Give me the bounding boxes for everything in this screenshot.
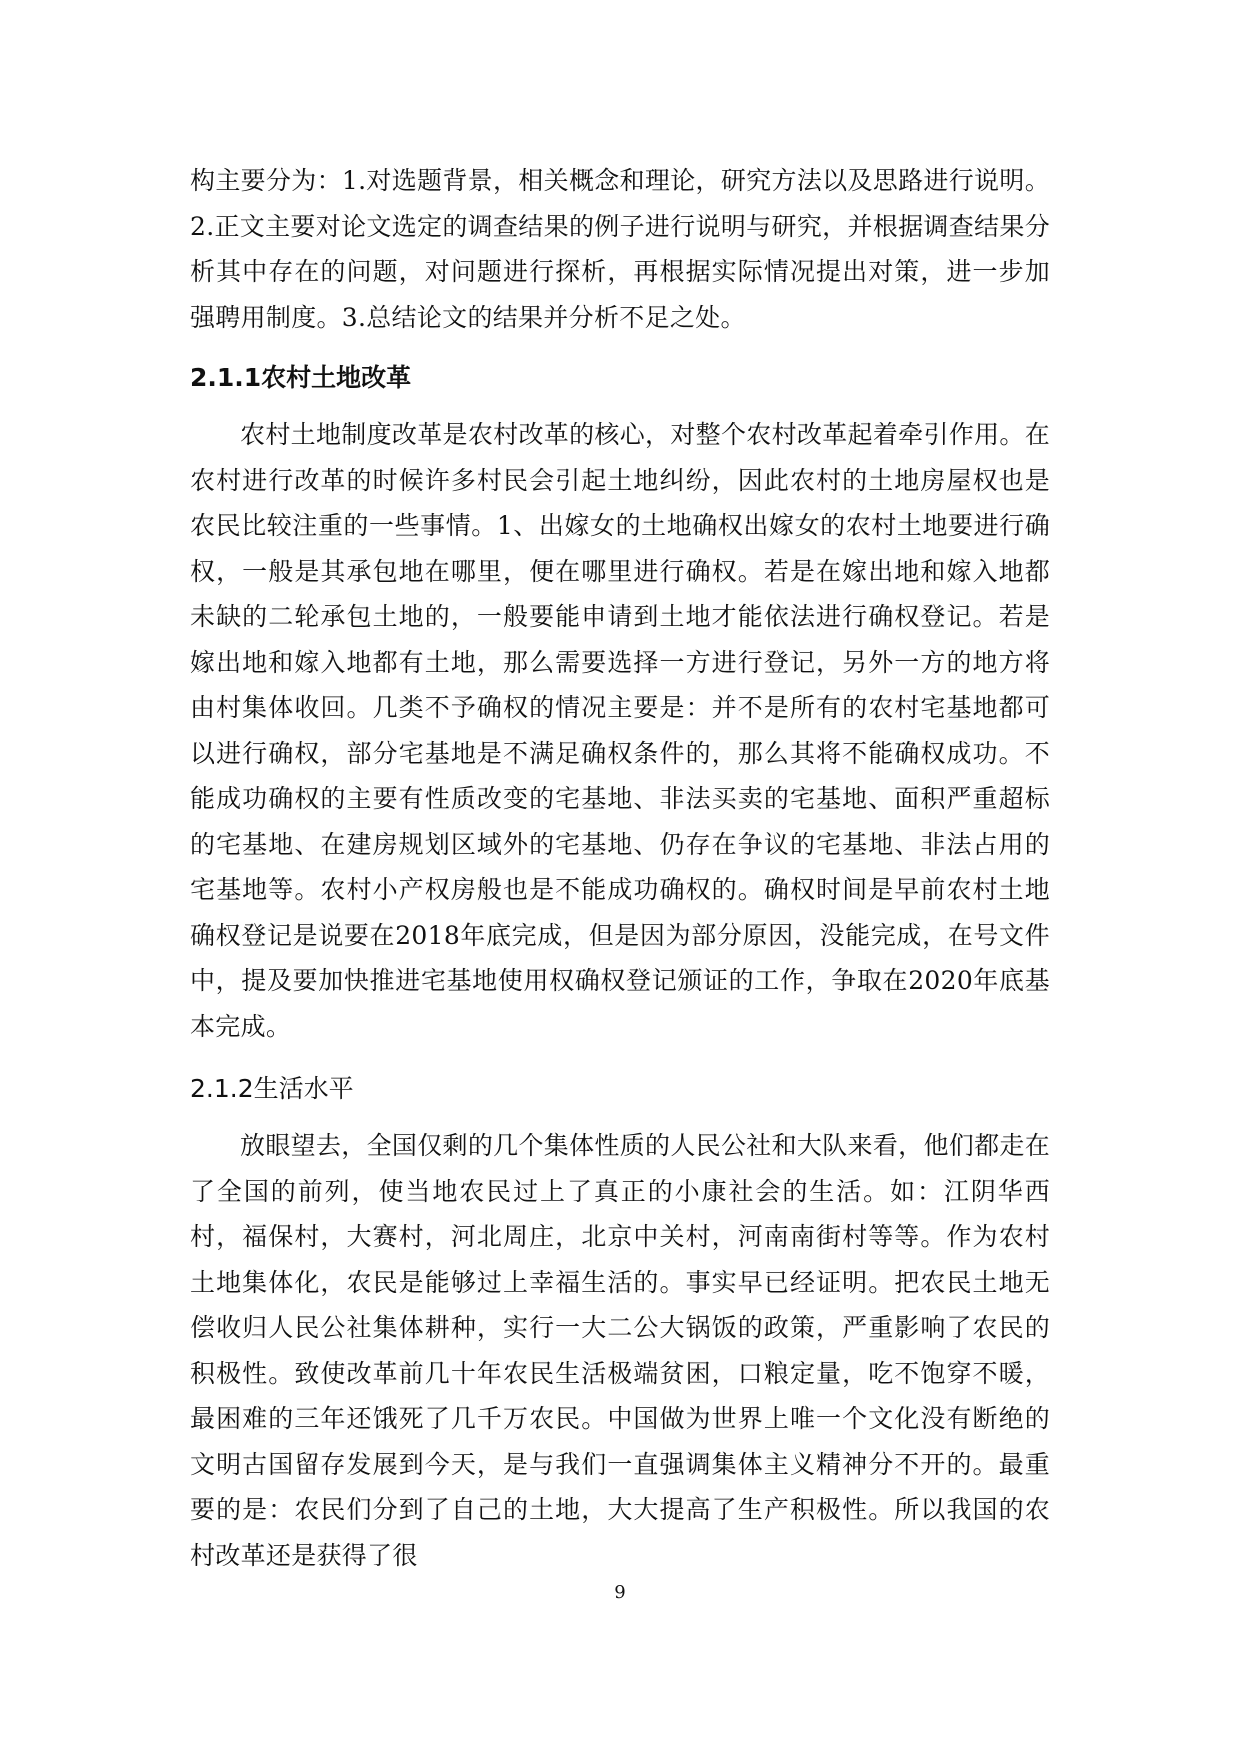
page-number: 9 [614, 1582, 626, 1603]
section-heading-rural-land-reform: 2.1.1农村土地改革 [190, 363, 412, 392]
section-heading-living-standard: 2.1.2生活水平 [190, 1074, 354, 1103]
body-paragraph-intro-continued: 构主要分为：1.对选题背景，相关概念和理论，研究方法以及思路进行说明。2.正文主要对论文选定的调查结果的例子进行说明与研究，并根据调查结果分析其中存在的问题，对问题进行探析，再根据实际情况提出对策，进一步加强聘用制度。3.总结论文的结果并分析不足之处。 [190, 166, 1050, 332]
page-body [190, 158, 1050, 1578]
body-paragraph-living-standard: 放眼望去，全国仅剩的几个集体性质的人民公社和大队来看，他们都走在了全国的前列，使当地农民过上了真正的小康社会的生活。如：江阴华西村，福保村，大赛村，河北周庄，北京中关村，河南南街村等等。作为农村土地集体化，农民是能够过上幸福生活的。事实早已经证明。把农民土地无偿收归人民公社集体耕种，实行一大二公大锅饭的政策，严重影响了农民的积极性。致使改革前几十年农民生活极端贫困，口粮定量，吃不饱穿不暖，最困难的三年还饿死了几千万农民。中国做为世界上唯一个文化没有断绝的文明古国留存发展到今天，是与我们一直强调集体主义精神分不开的。最重要的是：农民们分到了自己的土地，大大提高了生产积极性。所以我国的农村改革还是获得了很 [190, 1131, 1050, 1570]
body-paragraph-land-reform: 农村土地制度改革是农村改革的核心，对整个农村改革起着牵引作用。在农村进行改革的时候许多村民会引起土地纠纷，因此农村的土地房屋权也是农民比较注重的一些事情。1、出嫁女的土地确权出嫁女的农村土地要进行确权，一般是其承包地在哪里，便在哪里进行确权。若是在嫁出地和嫁入地都未缺的二轮承包土地的，一般要能申请到土地才能依法进行确权登记。若是嫁出地和嫁入地都有土地，那么需要选择一方进行登记，另外一方的地方将由村集体收回。几类不予确权的情况主要是：并不是所有的农村宅基地都可以进行确权，部分宅基地是不满足确权条件的，那么其将不能确权成功。不能成功确权的主要有性质改变的宅基地、非法买卖的宅基地、面积严重超标的宅基地、在建房规划区域外的宅基地、仍存在争议的宅基地、非法占用的宅基地等。农村小产权房般也是不能成功确权的。确权时间是早前农村土地确权登记是说要在2018年底完成，但是因为部分原因，没能完成，在号文件中，提及要加快推进宅基地使用权确权登记颁证的工作，争取在2020年底基本完成。 [190, 420, 1050, 1041]
